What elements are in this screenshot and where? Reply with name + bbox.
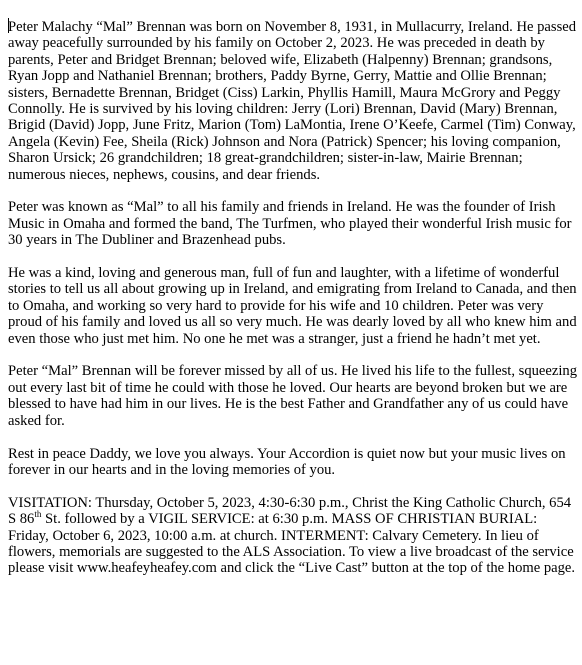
visitation-paragraph: [8, 495, 578, 577]
obituary-paragraph-1: [8, 18, 578, 183]
visitation-text-1: VISITATION: Thursday, October 5, 2023, 4:30-6:30 p.m., Christ the King Catholic Church, 654 S 86: [8, 494, 572, 528]
obituary-paragraph-3: He was a kind, loving and generous man, full of fun and laughter, with a lifetime of wonderful stories to tell us all about growing up in Ireland, and emigrating from Ireland to Canada, and then to Omaha, and working so very hard to provide for his wife and 10 children. Peter was very proud of his family and loved us all so very much. He was dearly loved by all who knew him and even those who just met him. No one he met was a stranger, just a friend he hadn’t met yet.: [8, 265, 577, 347]
paragraph-1-text: Peter Malachy “Mal” Brennan was born on November 8, 1931, in Mullacurry, Ireland. He passed away peacefully surrounded by his family on October 2, 2023. He was preceded in death by parents, Peter and Bridget Brennan; beloved wife, Elizabeth (Halpenny) Brennan; grandsons, Ryan Jopp and Nathaniel Brennan; brothers, Paddy Byrne, Gerry, Mattie and Ollie Brennan; sisters, Bernadette Brennan, Bridget (Ciss) Larkin, Phyllis Hamill, Maura McGrory and Peggy Connolly. He is survived by his loving children: Jerry (Lori) Brennan, David (Mary) Brennan, Brigid (David) Jopp, June Fritz, Marion (Tom) LaMontia, Irene O’Keefe, Carmel (Tim) Conway, Angela (Kevin) Fee, Sheila (Rick) Johnson and Nora (Patrick) Spencer; his loving companion, Sharon Ursick; 26 grandchildren; 18 great-grandchildren; sister-in-law, Mairie Brennan; numerous nieces, nephews, cousins, and dear friends.: [8, 19, 577, 183]
obituary-paragraph-4: Peter “Mal” Brennan will be forever missed by all of us. He lived his life to the fullest, squeezing out every last bit of time he could with those he loved. Our hearts are beyond broken but we are blessed to have had him in our lives. He is the best Father and Grandfather any of us could have asked for.: [8, 363, 577, 429]
obituary-paragraph-2: Peter was known as “Mal” to all his family and friends in Ireland. He was the founder of Irish Music in Omaha and formed the band, The Turfmen, who played their wonderful Irish music for 30 years in The Dubliner and Brazenhead pubs.: [8, 199, 572, 249]
ordinal-suffix: th: [34, 509, 42, 520]
document-body: [8, 18, 578, 593]
obituary-paragraph-5: Rest in peace Daddy, we love you always. Your Accordion is quiet now but your music lives on forever in our hearts and in the loving memories of you.: [8, 445, 566, 478]
visitation-text-2: St. followed by a VIGIL SERVICE: at 6:30 p.m. MASS OF CHRISTIAN BURIAL: Friday, October 6, 2023, 10:00 a.m. at church. INTERMENT: Calvary Cemetery. In lieu of flowers, memorials are suggested to the ALS Association. To view a live broadcast of the service please visit www.heafeyheafey.com and click the “Live Cast” button at the top of the home page.: [8, 511, 576, 577]
